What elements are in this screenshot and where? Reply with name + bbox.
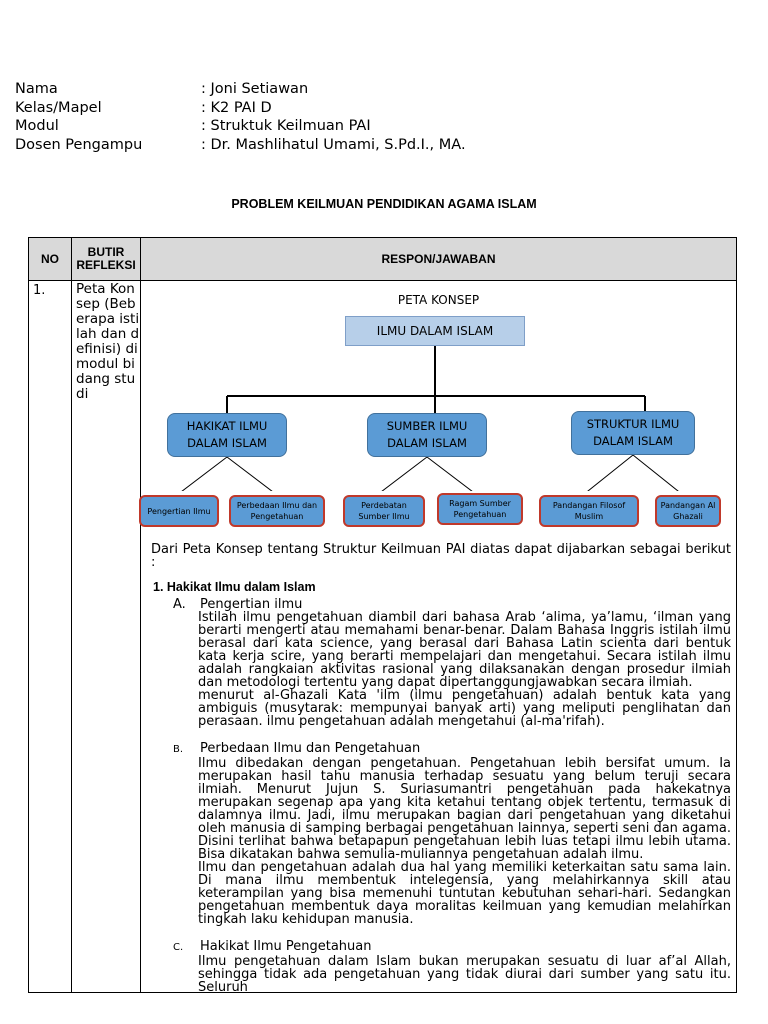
identity-label: Dosen Pengampu — [15, 136, 143, 153]
row-number: 1. — [29, 281, 72, 993]
subsection-letter: C. — [173, 942, 184, 953]
identity-value: : Dr. Mashlihatul Umami, S.Pd.I., MA. — [201, 136, 466, 153]
subsection-c — [173, 940, 731, 955]
identity-value: : Joni Setiawan — [201, 81, 309, 97]
header-butir-refleksi: BUTIR REFLEKSI — [72, 238, 141, 281]
concept-leaf-pengertian-ilmu: Pengertian Ilmu — [139, 495, 219, 527]
response-text — [151, 543, 731, 994]
concept-root-node: ILMU DALAM ISLAM — [345, 316, 525, 346]
concept-leaf-ragam-sumber: Ragam Sumber Pengetahuan — [437, 493, 523, 525]
subsection-title-text: Perbedaan Ilmu dan Pengetahuan — [200, 741, 421, 756]
subsection-title-text: Pengertian ilmu — [200, 597, 303, 612]
identity-value: : K2 PAI D — [201, 99, 272, 116]
paragraph: Ilmu dibedakan dengan pengetahuan. Pengetahuan lebih bersifat umum. Ia merupakan hasil tahu manusia terhadap sesuatu yang belum teruji secara ilmiah. Menurut Jujun S. Suriasumantri pengetahuan pada hakekatnya merupakan segenap apa yang kita ketahui tentang objek tertentu, termasuk di dalamnya ilmu. Jadi, ilmu merupakan bagian dari pengetahuan yang diketahui oleh manusia di samping berbagai pengetahuan lainnya, seperti seni dan agama. Disini terlihat bahwa betapapun pengetahuan lebih luas tetapi ilmu lebih utama. Bisa dikatakan bahwa semulia-muliannya pengetahuan adalah ilmu. — [198, 756, 731, 862]
concept-leaf-perbedaan: Perbedaan Ilmu dan Pengetahuan — [229, 495, 325, 527]
concept-leaf-al-ghazali: Pandangan Al Ghazali — [655, 495, 721, 527]
concept-node-struktur: STRUKTUR ILMU DALAM ISLAM — [571, 411, 695, 455]
identity-label: Nama — [15, 81, 58, 97]
paragraph: Ilmu pengetahuan dalam Islam bukan merupakan sesuatu di luar af’al Allah, sehingga tidak ada pengetahuan yang tidak diurai dari sumber yang satu itu. Seluruh — [198, 954, 731, 995]
reflection-table — [28, 237, 737, 993]
subsection-title — [173, 940, 731, 955]
concept-map-connectors — [141, 281, 731, 491]
row-response — [141, 281, 737, 993]
subsection-c-body — [198, 955, 731, 994]
identity-row-kelas — [15, 99, 466, 118]
response-intro: Dari Peta Konsep tentang Struktur Keilmuan PAI diatas dapat dijabarkan sebagai berikut : — [151, 542, 731, 570]
header-no: NO — [29, 238, 72, 281]
concept-leaf-filosof-muslim: Pandangan Filosof Muslim — [539, 495, 639, 527]
identity-label: Kelas/Mapel — [15, 99, 102, 116]
subsection-title-text: Hakikat Ilmu Pengetahuan — [200, 939, 372, 954]
section-heading: 1. Hakikat Ilmu dalam Islam — [153, 580, 316, 594]
subsection-letter: A. — [173, 597, 186, 612]
paragraph: menurut al-Ghazali Kata 'ilm (ilmu pengetahuan) adalah bentuk kata yang ambiguis (musytarak: mempunyai banyak arti) yang meliputi penglihatan dan perasaan. ilmu pengetahuan adalah mengetahui (al-ma'rifah). — [198, 688, 731, 729]
identity-row-dosen — [15, 136, 466, 155]
table-header-row — [29, 238, 737, 281]
row-butir: Peta Konsep (Beberapa istilah dan definisi) di modul bidang studi — [72, 281, 141, 993]
identity-label: Modul — [15, 118, 59, 134]
subsection-letter: B. — [173, 744, 184, 755]
document-title: PROBLEM KEILMUAN PENDIDIKAN AGAMA ISLAM — [231, 197, 537, 211]
concept-node-sumber: SUMBER ILMU DALAM ISLAM — [367, 413, 487, 457]
subsection-a-body — [198, 611, 731, 728]
subsection-b-body — [198, 757, 731, 926]
paragraph: Ilmu dan pengetahuan adalah dua hal yang memiliki keterkaitan satu sama lain. Di mana ilmu membentuk intelegensia, yang melahirkannya skill atau keterampilan yang bisa memenuhi tuntutan kebutuhan sehari-hari. Sedangkan pengetahuan membentuk daya moralitas keilmuan yang kemudian melahirkan tingkah laku kehidupan manusia. — [198, 860, 731, 927]
subsection-b — [173, 742, 731, 757]
identity-block — [15, 80, 466, 154]
subsection-title — [173, 742, 731, 757]
table-row — [29, 281, 737, 993]
identity-value: : Struktuk Keilmuan PAI — [201, 118, 371, 134]
identity-row-nama — [15, 80, 466, 99]
paragraph: Istilah ilmu pengetahuan diambil dari bahasa Arab ‘alima, ya’lamu, ‘ilman yang berarti mengerti atau memahami benar-benar. Dalam Bahasa Inggris istilah ilmu berasal dari kata science, yang berasal dari Bahasa Latin scienta dari bentuk kata kerja scire, yang berarti mempelajari dan mengetahui. Secara istilah ilmu adalah rangkaian aktivitas rasional yang dilaksanakan dengan prosedur ilmiah dan metodologi tertentu yang dapat dipertanggungjawabkan secara ilmiah. — [198, 610, 731, 690]
concept-node-hakikat: HAKIKAT ILMU DALAM ISLAM — [167, 413, 287, 457]
header-respon-jawaban: RESPON/JAWABAN — [141, 238, 737, 281]
concept-map-title: PETA KONSEP — [397, 293, 480, 307]
concept-leaf-perdebatan: Perdebatan Sumber Ilmu — [343, 495, 425, 527]
identity-row-modul — [15, 117, 466, 136]
